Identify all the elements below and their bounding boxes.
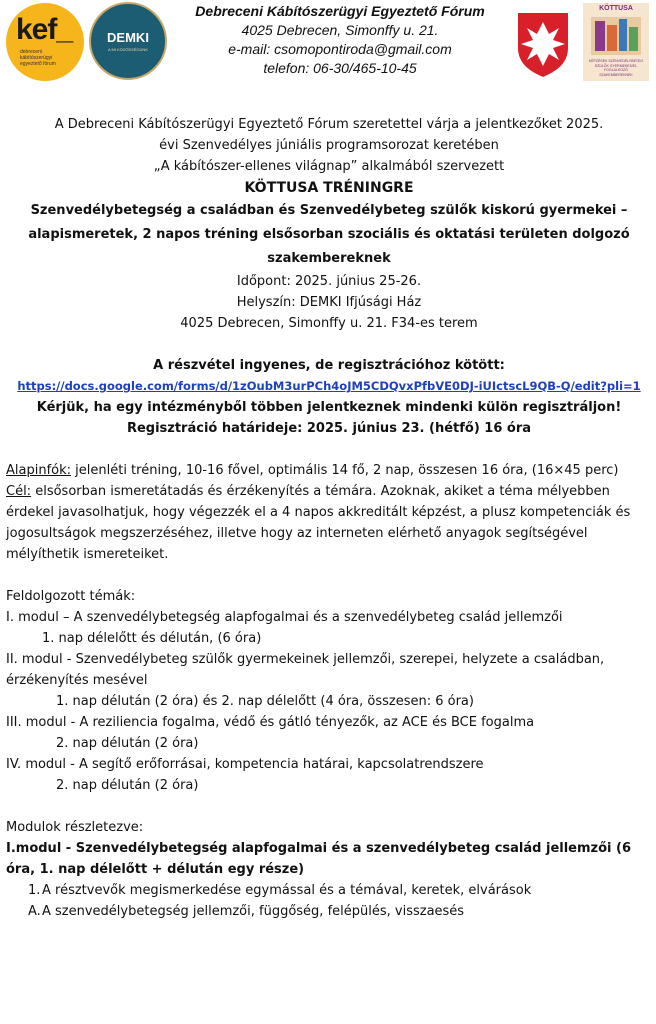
module-4-time: 2. nap délután (2 óra)	[56, 778, 199, 793]
module-1: I. modul – A szenvedélybetegség alapfogalmai és a szenvedélybeteg család jellemzői	[6, 610, 563, 625]
organization-info	[170, 2, 510, 78]
demki-logo-subtext: A MI KÖZÖSSÉGÜNK	[107, 47, 148, 52]
details-item-1	[6, 880, 652, 901]
registration-free-text: A részvétel ingyenes, de regisztrációhoz kötött:	[153, 358, 505, 373]
organization-email: e-mail: csomopontiroda@gmail.com	[228, 41, 452, 57]
intro-line-1: A Debreceni Kábítószerügyi Egyeztető Fórum szeretettel várja a jelentkezőket 2025.	[54, 117, 604, 132]
registration-note: Kérjük, ha egy intézményből többen jelentkeznek mindenki külön regisztráljon!	[36, 400, 622, 415]
intro-line-2: évi Szenvedélyes júniális programsorozat keretében	[159, 138, 499, 153]
module-4: IV. modul - A segítő erőforrásai, kompetencia határai, kapcsolatrendszere	[6, 757, 484, 772]
document-body	[6, 114, 652, 922]
kottusa-logo-subtext: KÉPZÉSEK SZENVEDÉLYBETEG SZÜLŐK GYERMEKEIVEL FOGLALKOZÓ SZAKEMBEREKNEK	[588, 59, 644, 77]
goal-label: Cél:	[6, 484, 32, 499]
kottusa-logo	[583, 3, 649, 81]
registration-link[interactable]: https://docs.google.com/forms/d/1zOubM3urPCh4oJM5CDQvxPfbVE0DJ-iUIctscL9QB-Q/edit?pli=1	[17, 379, 641, 393]
organization-address: 4025 Debrecen, Simonffy u. 21.	[241, 22, 439, 38]
kef-logo-subtext: debreceni kábítószerügyi egyeztető fórum	[20, 49, 56, 67]
training-title: KÖTTUSA TRÉNINGRE	[244, 180, 414, 196]
demki-logo-text: DEMKI	[107, 30, 149, 45]
maltese-cross-logo	[513, 8, 573, 80]
details-item-2-number: A.	[28, 904, 41, 919]
kef-logo	[6, 3, 84, 81]
module-1-time: 1. nap délelőtt és délután, (6 óra)	[42, 631, 262, 646]
module-3-time: 2. nap délután (2 óra)	[56, 736, 199, 751]
details-item-2	[6, 901, 652, 922]
details-item-1-number: 1.	[28, 883, 41, 898]
topics-heading: Feldolgozott témák:	[6, 589, 136, 604]
training-subtitle-2: alapismeretek, 2 napos tréning elsősorban szociális és oktatási területen dolgozó	[28, 227, 630, 242]
letterhead	[0, 0, 656, 86]
training-subtitle-1: Szenvedélybetegség a családban és Szenvedélybeteg szülők kiskorú gyermekei –	[30, 203, 628, 218]
training-room: 4025 Debrecen, Simonffy u. 21. F34-es terem	[180, 316, 478, 331]
module-2-line-2: érzékenyítés mesével	[6, 673, 148, 688]
module-3: III. modul - A reziliencia fogalma, védő és gátló tényezők, az ACE és BCE fogalma	[6, 715, 535, 730]
training-venue: Helyszín: DEMKI Ifjúsági Ház	[236, 295, 422, 310]
goal-text: elsősorban ismeretátadás és érzékenyítés a témára. Azoknak, akiket a téma mélyebben érdekel javasolhatjuk, hogy végezzék el a 4 napos akkreditált képzést, a plusz kompetenciák és jogosultságok megszerzéséhez, illetve hogy az interneten elérhető anyagok segítségével mélyíthetik ismereteiket.	[6, 484, 631, 562]
training-subtitle-3: szakembereknek	[267, 251, 391, 266]
kottusa-logo-text: KÖTTUSA	[599, 5, 633, 12]
details-item-2-text: A szenvedélybetegség jellemzői, függőség, felépülés, visszaesés	[42, 904, 465, 919]
basics-label: Alapinfók:	[6, 463, 72, 478]
details-heading: Modulok részletezve:	[6, 820, 144, 835]
registration-deadline: Regisztráció határideje: 2025. június 23. (hétfő) 16 óra	[126, 421, 532, 436]
kef-logo-text: kef_	[16, 13, 73, 46]
basics-paragraph	[6, 460, 652, 481]
basics-text: jelenléti tréning, 10-16 fővel, optimális 14 fő, 2 nap, összesen 16 óra, (16×45 perc)	[71, 463, 619, 478]
details-item-1-text: A résztvevők megismerkedése egymással és a témával, keretek, elvárások	[42, 883, 532, 898]
module-2-time: 1. nap délután (2 óra) és 2. nap délelőtt (4 óra, összesen: 6 óra)	[56, 694, 474, 709]
demki-logo	[89, 2, 167, 80]
intro-line-3: „A kábítószer-ellenes világnap” alkalmából szervezett	[153, 159, 505, 174]
goal-paragraph	[6, 481, 652, 565]
training-date: Időpont: 2025. június 25-26.	[236, 274, 422, 289]
organization-phone: telefon: 06-30/465-10-45	[263, 60, 417, 76]
details-module-1-title: I.modul - Szenvedélybetegség alapfogalmai és a szenvedélybeteg család jellemzői (6 óra, 1. nap délelőtt + délután egy része)	[6, 841, 632, 877]
kottusa-illustration	[591, 17, 641, 55]
module-2-line-1: II. modul - Szenvedélybeteg szülők gyermekeinek jellemzői, szerepei, helyzete a családban,	[6, 652, 605, 667]
organization-name: Debreceni Kábítószerügyi Egyeztető Fórum	[195, 3, 485, 19]
